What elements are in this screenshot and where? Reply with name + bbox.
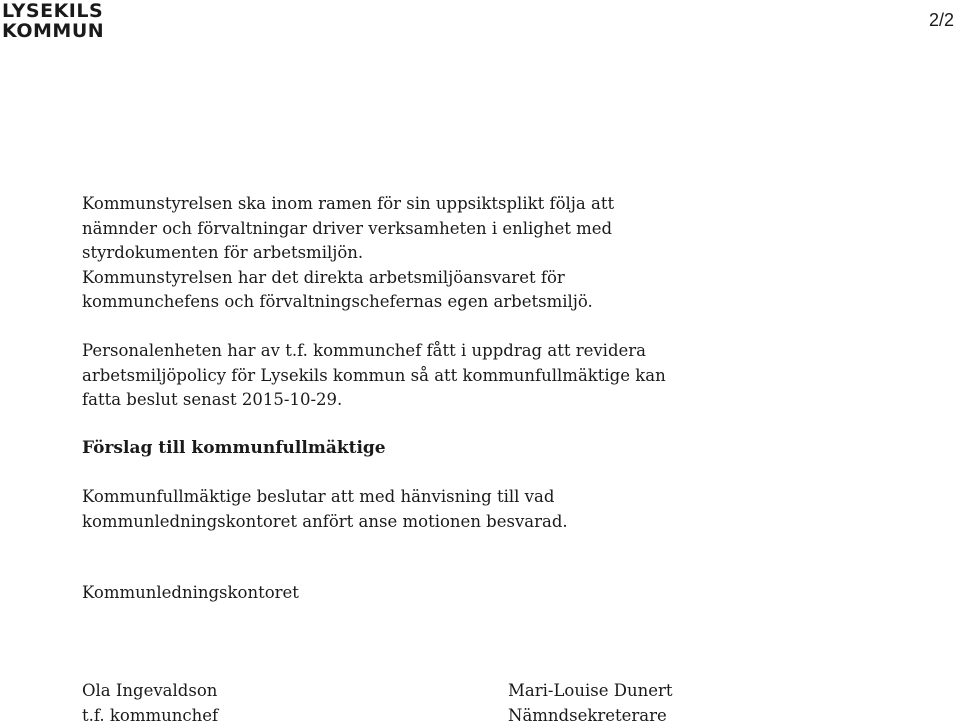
paragraph-line: Kommunstyrelsen har det direkta arbetsmiljöansvaret för [82,266,614,291]
paragraph-line: Personalenheten har av t.f. kommunchef fått i uppdrag att revidera [82,339,666,364]
paragraph-line: kommunledningskontoret anfört anse motionen besvarad. [82,510,568,535]
paragraph-oversight [82,192,614,315]
signatory-title: Nämndsekreterare [508,704,673,728]
paragraph-line: Kommunfullmäktige beslutar att med hänvisning till vad [82,485,568,510]
office-name [82,581,299,606]
municipality-logo [2,1,104,41]
paragraph-decision [82,485,568,534]
paragraph-line: styrdokumenten för arbetsmiljön. [82,241,614,266]
signature-left [82,679,218,728]
paragraph-line: nämnder och förvaltningar driver verksamheten i enlighet med [82,217,614,242]
logo-line-1: LYSEKILS [2,1,104,21]
paragraph-assignment [82,339,666,413]
signatory-name: Mari-Louise Dunert [508,679,673,704]
logo-line-2: KOMMUN [2,21,104,41]
proposal-heading: Förslag till kommunfullmäktige [82,436,386,460]
paragraph-line: kommunchefens och förvaltningschefernas egen arbetsmiljö. [82,290,614,315]
signatory-title: t.f. kommunchef [82,704,218,728]
signature-right [508,679,673,728]
paragraph-line: Kommunstyrelsen ska inom ramen för sin uppsiktsplikt följa att [82,192,614,217]
paragraph-line: fatta beslut senast 2015-10-29. [82,388,666,413]
page-number: 2/2 [929,10,954,31]
office-label: Kommunledningskontoret [82,581,299,606]
signatory-name: Ola Ingevaldson [82,679,218,704]
paragraph-line: arbetsmiljöpolicy för Lysekils kommun så att kommunfullmäktige kan [82,364,666,389]
